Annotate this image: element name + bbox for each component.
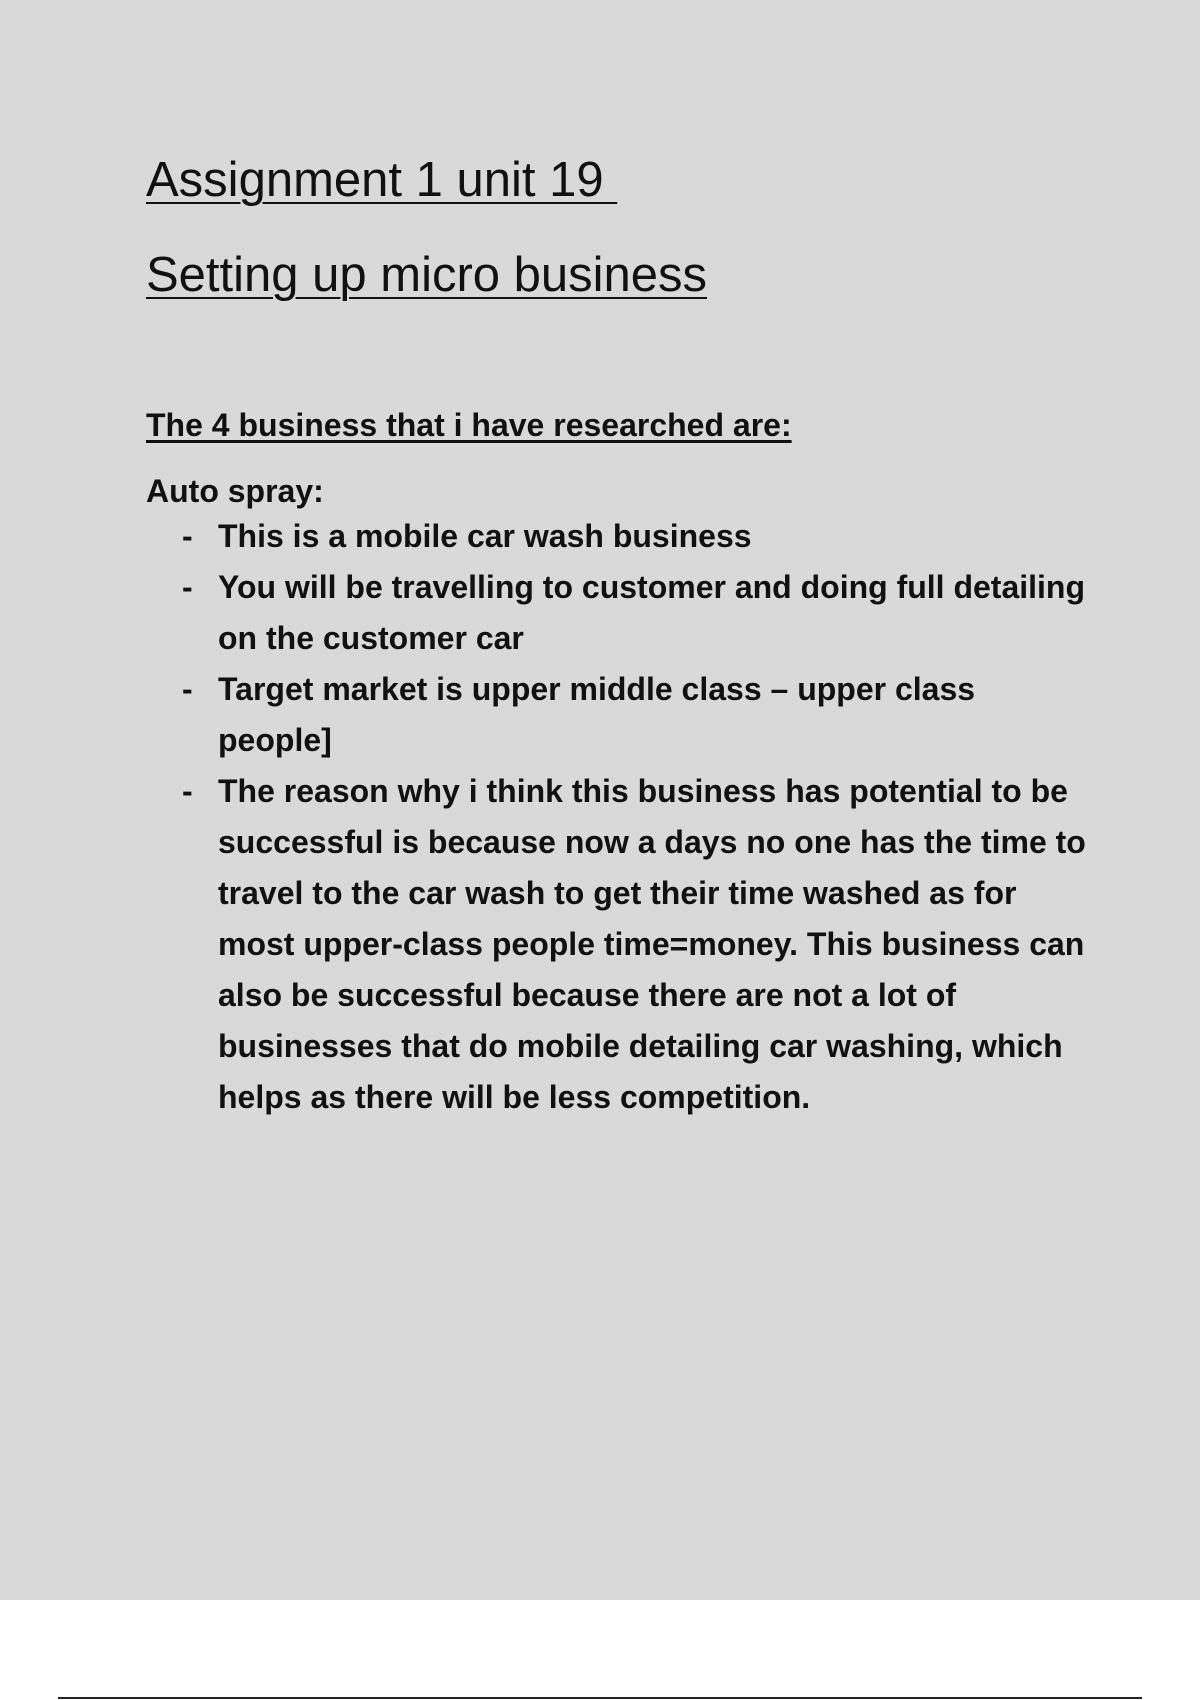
list-item: [146, 766, 1086, 1123]
bullet-dash: -: [182, 569, 193, 605]
document-subtitle: Setting up micro business: [146, 248, 708, 302]
bullet-list-analysis: [146, 664, 1086, 1123]
list-item-text: You will be travelling to customer and doing full detailing on the customer car: [218, 569, 1086, 656]
bullet-dash: -: [182, 671, 193, 707]
list-item-text: Target market is upper middle class – upper class people]: [218, 671, 976, 758]
bullet-list-description: [146, 511, 1086, 664]
bullet-dash: -: [182, 518, 193, 554]
section-heading: The 4 business that i have researched are:: [146, 407, 792, 443]
list-item-text: This is a mobile car wash business: [218, 518, 752, 554]
business-name: Auto spray:: [146, 473, 324, 509]
document-body: [146, 150, 1086, 1123]
footer-divider: [58, 1697, 1142, 1699]
bullet-dash: -: [182, 773, 193, 809]
list-item: [146, 511, 1086, 562]
document-title: Assignment 1 unit 19: [146, 153, 618, 207]
list-item: [146, 664, 1086, 766]
list-item: [146, 562, 1086, 664]
list-item-text: The reason why i think this business has potential to be successful is because now a days no one has the time to travel to the car wash to get their time washed as for most upper-class people time=money. This business can also be successful because there are not a lot of businesses that do mobile detailing car washing, which helps as there will be less competition.: [218, 773, 1086, 1115]
